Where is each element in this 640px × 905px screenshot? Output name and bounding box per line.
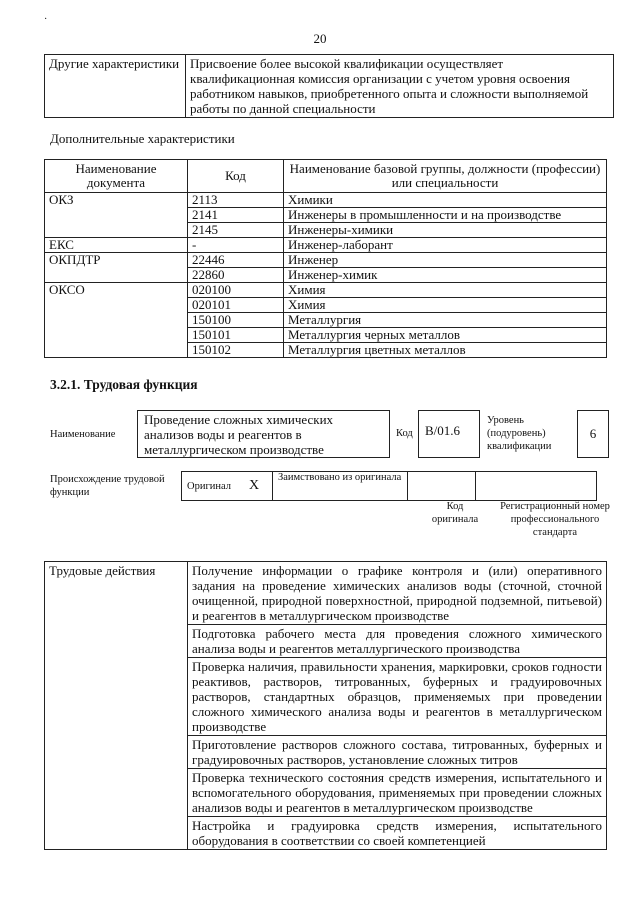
name-cell: Инженеры в промышленности и на производстве [284, 208, 607, 223]
code-original-cell [408, 472, 476, 501]
table-row [45, 238, 607, 253]
code-cell: 020101 [188, 298, 284, 313]
original-mark: X [236, 472, 273, 501]
table-row [45, 55, 614, 118]
labor-action-item: Приготовление растворов сложного состава, титрованных, буферных и градуировочных растворов, установление сложных титров [188, 736, 607, 769]
code-cell: 2145 [188, 223, 284, 238]
work-function-code: B/01.6 [418, 410, 480, 458]
other-characteristics-text: Присвоение более высокой квалификации осуществляет квалификационная комиссия организации с учетом уровня освоения работником навыков, приобретенного опыта и сложности выполняемой работы по данной специальности [186, 55, 614, 118]
code-cell: 150100 [188, 313, 284, 328]
header-doc: Наименование документа [45, 160, 188, 193]
table-row [45, 193, 607, 208]
labor-action-item: Настройка и градуировка средств измерения, испытательного оборудования в соответствии со своей компетенцией [188, 817, 607, 850]
scan-mark: · [44, 14, 48, 25]
other-characteristics-label: Другие характеристики [45, 55, 186, 118]
code-cell: 2113 [188, 193, 284, 208]
work-function-name: Проведение сложных химических анализов воды и реагентов в металлургическом производстве [137, 410, 390, 458]
additional-characteristics-title: Дополнительные характеристики [50, 131, 235, 146]
code-cell: - [188, 238, 284, 253]
doc-cell: ОКСО [45, 283, 188, 358]
name-cell: Металлургия черных металлов [284, 328, 607, 343]
work-function-heading: 3.2.1. Трудовая функция [50, 377, 198, 392]
table-row [182, 472, 597, 501]
other-characteristics-table [44, 54, 614, 118]
name-cell: Химия [284, 283, 607, 298]
code-cell: 150102 [188, 343, 284, 358]
code-cell: 22446 [188, 253, 284, 268]
name-cell: Инженер-лаборант [284, 238, 607, 253]
code-label: Код [396, 428, 413, 439]
header-name: Наименование базовой группы, должности (профессии) или специальности [284, 160, 607, 193]
code-cell: 2141 [188, 208, 284, 223]
additional-characteristics-table [44, 159, 607, 358]
code-cell: 020100 [188, 283, 284, 298]
reg-number-caption: Регистрационный номер профессионального стандарта [500, 501, 610, 538]
qualification-level-label: Уровень (подуровень) квалификации [487, 415, 552, 452]
labor-action-item: Получение информации о графике контроля и (или) оперативного задания на проведение химических анализов воды (сточной, сточной очищенной, природной поверхностной, природной подземной, питьевой) и реагентов в металлургическом производстве [188, 562, 607, 625]
name-cell: Металлургия [284, 313, 607, 328]
name-cell: Металлургия цветных металлов [284, 343, 607, 358]
original-label: Оригинал [182, 472, 237, 501]
name-cell: Инженер [284, 253, 607, 268]
labor-action-item: Проверка наличия, правильности хранения, маркировки, сроков годности реактивов, растворов, титрованных, буферных и градуировочных растворов, стандартных образцов, применяемых при проведении сложного химического анализа воды и реагентов в металлургическом производстве [188, 658, 607, 736]
header-code: Код [188, 160, 284, 193]
borrowed-label: Заимствовано из оригинала [273, 472, 408, 501]
labor-actions-label: Трудовые действия [45, 562, 188, 850]
origin-table [181, 471, 597, 501]
name-cell: Инженеры-химики [284, 223, 607, 238]
name-label: Наименование [50, 429, 116, 440]
table-header-row [45, 160, 607, 193]
labor-action-item: Подготовка рабочего места для проведения сложного химического анализа воды и реагентов металлургического производства [188, 625, 607, 658]
doc-cell: ОКЗ [45, 193, 188, 238]
name-cell: Химия [284, 298, 607, 313]
reg-number-cell [476, 472, 597, 501]
labor-action-item: Проверка технического состояния средств измерения, испытательного и вспомогательного оборудования, применяемых при проведении сложных анализов воды и реагентов в металлургическом производстве [188, 769, 607, 817]
labor-actions-table [44, 561, 607, 850]
doc-cell: ОКПДТР [45, 253, 188, 283]
table-row [45, 562, 607, 625]
name-cell: Химики [284, 193, 607, 208]
table-row [45, 283, 607, 298]
code-cell: 150101 [188, 328, 284, 343]
origin-label: Происхождение трудовой функции [50, 474, 165, 498]
qualification-level-value: 6 [577, 410, 609, 458]
code-original-caption: Код оригинала [431, 501, 479, 525]
page-number: 20 [313, 31, 327, 46]
name-cell: Инженер-химик [284, 268, 607, 283]
doc-cell: ЕКС [45, 238, 188, 253]
code-cell: 22860 [188, 268, 284, 283]
table-row [45, 253, 607, 268]
